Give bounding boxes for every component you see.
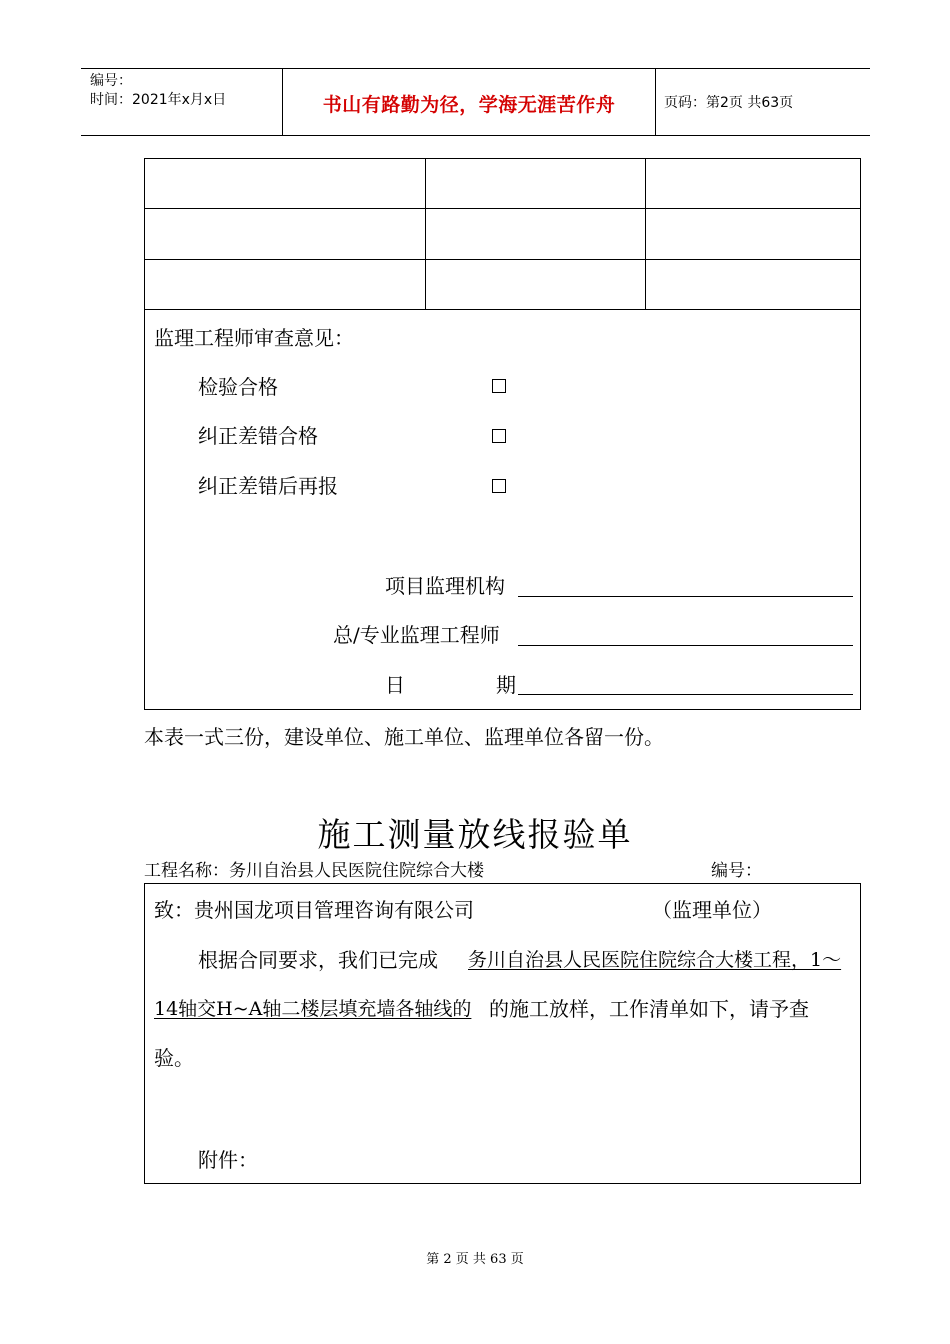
header-motto: 书山有路勤为径，学海无涯苦作舟 bbox=[322, 94, 616, 116]
engineer-signature-line[interactable] bbox=[518, 645, 853, 646]
body-fill-scope: 14轴交H~A轴二楼层填充墙各轴线的 bbox=[154, 998, 472, 1020]
project-name: 工程名称：务川自治县人民医院住院综合大楼 bbox=[144, 861, 484, 881]
table-row-divider bbox=[144, 259, 861, 260]
attachment-label: 附件： bbox=[198, 1148, 258, 1172]
org-label: 项目监理机构 bbox=[385, 574, 505, 598]
to-prefix: 致： bbox=[154, 898, 194, 922]
option-label-pass: 检验合格 bbox=[198, 375, 278, 399]
option-label-corrected-pass: 纠正差错合格 bbox=[198, 424, 318, 448]
date-line[interactable] bbox=[518, 694, 853, 695]
page-footer: 第 2 页 共 63 页 bbox=[426, 1252, 524, 1267]
engineer-label: 总/专业监理工程师 bbox=[333, 623, 500, 647]
copies-note: 本表一式三份，建设单位、施工单位、监理单位各留一份。 bbox=[144, 725, 664, 749]
review-title: 监理工程师审查意见： bbox=[154, 326, 354, 350]
header-divider-right bbox=[655, 69, 656, 136]
body-fill-project: 务川自治县人民医院住院综合大楼工程，1～ bbox=[468, 949, 842, 971]
date-label-char2: 期 bbox=[496, 673, 516, 697]
to-role: （监理单位） bbox=[652, 898, 772, 922]
header-date: 时间：2021年x月x日 bbox=[90, 92, 227, 108]
option-checkbox-pass[interactable] bbox=[492, 379, 506, 393]
table-col-divider bbox=[645, 158, 646, 309]
date-label-char1: 日 bbox=[385, 673, 405, 697]
body-end: 验。 bbox=[154, 1046, 194, 1070]
body-intro: 根据合同要求，我们已完成 bbox=[198, 948, 438, 972]
header-serial-label: 编号： bbox=[90, 73, 132, 89]
form-body-box bbox=[144, 883, 861, 1184]
header-page-info: 页码：第2页 共63页 bbox=[664, 95, 794, 111]
header-top-rule bbox=[81, 68, 870, 69]
option-label-resubmit: 纠正差错后再报 bbox=[198, 474, 338, 498]
form-title: 施工测量放线报验单 bbox=[317, 815, 633, 854]
table-col-divider bbox=[425, 158, 426, 309]
form-serial-label: 编号： bbox=[711, 861, 762, 881]
org-signature-line[interactable] bbox=[518, 596, 853, 597]
option-checkbox-resubmit[interactable] bbox=[492, 479, 506, 493]
to-company: 贵州国龙项目管理咨询有限公司 bbox=[194, 898, 474, 922]
header-bottom-rule bbox=[81, 135, 870, 136]
body-tail: 的施工放样，工作清单如下，请予查 bbox=[489, 997, 809, 1021]
table-row-divider bbox=[144, 309, 861, 310]
table-row-divider bbox=[144, 208, 861, 209]
option-checkbox-corrected-pass[interactable] bbox=[492, 429, 506, 443]
